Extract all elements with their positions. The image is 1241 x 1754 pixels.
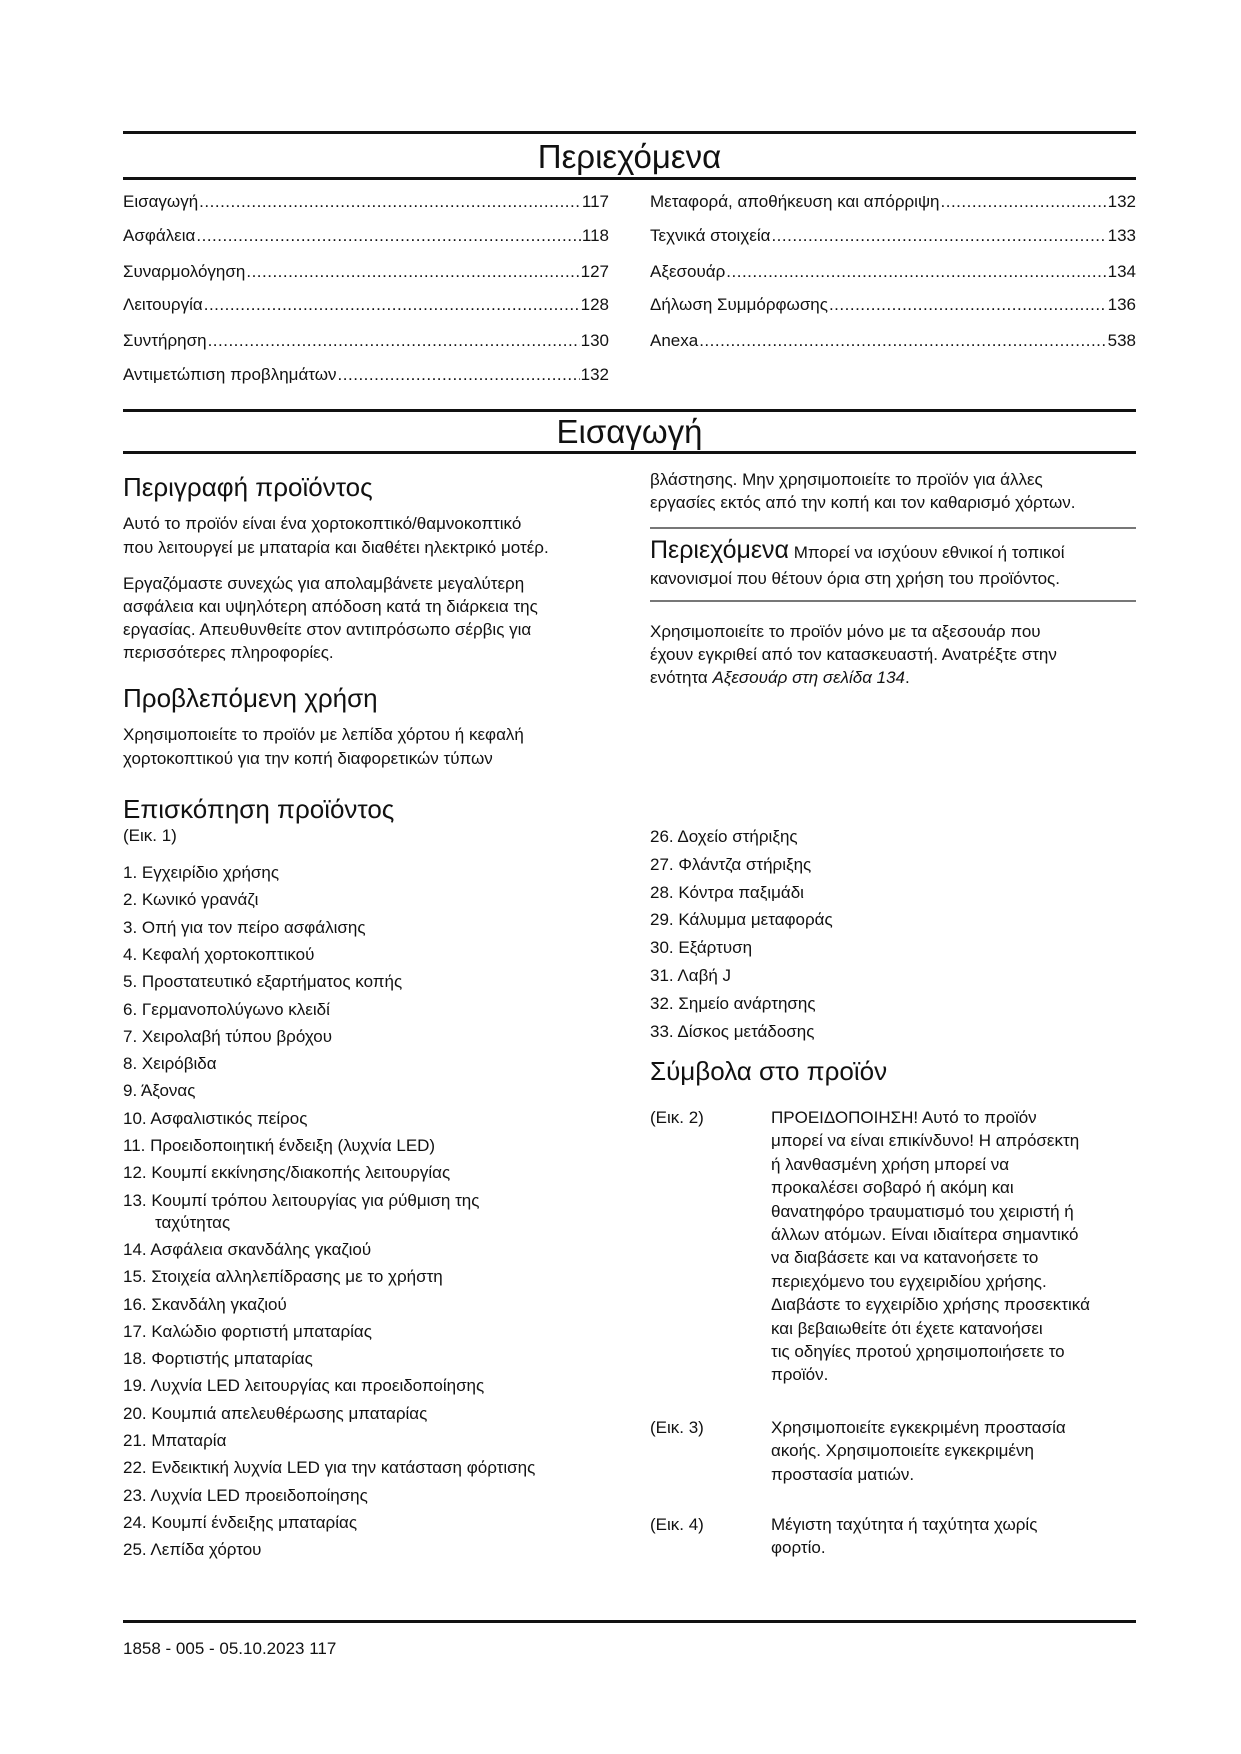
toc-entry-label: Anexa — [650, 331, 699, 350]
toc-entry-label: Ασφάλεια — [123, 226, 196, 245]
top-rule — [123, 131, 1136, 134]
symbol-description-line: Μέγιστη ταχύτητα ή ταχύτητα χωρίς — [771, 1515, 1038, 1534]
toc-entry-label: Συντήρηση — [123, 331, 207, 350]
paragraph-line: εργασίας. Απευθυνθείτε στον αντιπρόσωπο σέρβις για — [123, 620, 532, 639]
paragraph-line: Εργαζόμαστε συνεχώς για απολαμβάνετε μεγαλύτερη — [123, 574, 525, 593]
symbol-description-line: περιεχόμενο του εγχειριδίου χρήσης. — [771, 1271, 1047, 1291]
symbol-description-line: προκαλέσει σοβαρό ή ακόμη και — [771, 1178, 1014, 1198]
list-item: 10. Ασφαλιστικός πείρος — [123, 1108, 308, 1128]
toc-leader-dots — [246, 261, 579, 283]
toc-entry-label: Συναρμολόγηση — [123, 262, 246, 281]
toc-entry-label: Εισαγωγή — [123, 192, 199, 211]
symbol-figure-ref: (Εικ. 4) — [650, 1515, 704, 1534]
list-item: 23. Λυχνία LED προειδοποίησης — [123, 1485, 368, 1505]
symbol-description-line: φορτίο. — [771, 1538, 826, 1558]
symbol-figure-ref: (Εικ. 2) — [650, 1108, 704, 1127]
list-item: 11. Προειδοποιητική ένδειξη (λυχνία LED) — [123, 1136, 436, 1155]
intro-title-rule — [123, 451, 1136, 454]
list-item: 22. Ενδεικτική λυχνία LED για την κατάσταση φόρτισης — [123, 1458, 536, 1478]
list-item: 30. Εξάρτυση — [650, 938, 753, 958]
symbol-description-line: προστασία ματιών. — [771, 1464, 915, 1484]
intro-title: Εισαγωγή — [556, 413, 703, 450]
symbol-description-line: Χρησιμοποιείτε εγκεκριμένη προστασία — [771, 1418, 1066, 1437]
toc-entry-page: 127 — [580, 262, 609, 281]
toc-entry-label: Δήλωση Συμμόρφωσης — [650, 295, 828, 314]
symbol-description-line: ακοής. Χρησιμοποιείτε εγκεκριμένη — [771, 1441, 1034, 1461]
text: ενότητα — [650, 668, 713, 687]
symbol-description-line: άλλων ατόμων. Είναι ιδιαίτερα σημαντικό — [771, 1225, 1079, 1244]
list-item: 25. Λεπίδα χόρτου — [123, 1540, 262, 1560]
toc-leader-dots — [699, 330, 1106, 352]
list-item: 28. Κόντρα παξιμάδι — [650, 882, 804, 902]
list-item: 2. Κωνικό γρανάζι — [123, 890, 259, 910]
paragraph-line: ασφάλεια και υψηλότερη απόδοση κατά τη διάρκεια της — [123, 597, 538, 616]
list-item: 16. Σκανδάλη γκαζιού — [123, 1294, 287, 1314]
list-item: 6. Γερμανοπολύγωνο κλειδί — [123, 999, 330, 1019]
notice-text-line: κανονισμοί που θέτουν όρια στη χρήση του προϊόντος. — [650, 569, 1060, 588]
toc-entry-label: Μεταφορά, αποθήκευση και απόρριψη — [650, 192, 940, 211]
list-item: 14. Ασφάλεια σκανδάλης γκαζιού — [123, 1239, 372, 1259]
list-item: 8. Χειρόβιδα — [123, 1054, 217, 1074]
product-description-heading: Περιγραφή προϊόντος — [123, 472, 373, 502]
notice-rule-top — [650, 527, 1136, 529]
paragraph-line: βλάστησης. Μην χρησιμοποιείτε το προϊόν για άλλες — [650, 470, 1043, 489]
toc-entry-page: 538 — [1107, 331, 1136, 350]
list-item: 21. Μπαταρία — [123, 1431, 227, 1450]
toc-entry[interactable] — [123, 364, 609, 386]
toc-leader-dots — [204, 294, 580, 316]
toc-leader-dots — [199, 191, 581, 213]
toc-leader-dots — [338, 364, 580, 386]
list-item: 32. Σημείο ανάρτησης — [650, 993, 816, 1013]
toc-entry[interactable] — [123, 330, 609, 352]
toc-entry-page: 118 — [581, 226, 609, 245]
notice-text: Μπορεί να ισχύουν εθνικοί ή τοπικοί — [788, 543, 1065, 562]
toc-title-rule — [123, 177, 1136, 180]
paragraph-line — [650, 666, 910, 689]
text: . — [904, 668, 910, 687]
paragraph-line: Χρησιμοποιείτε το προϊόν με λεπίδα χόρτου ή κεφαλή — [123, 725, 524, 744]
toc-entry[interactable] — [123, 261, 609, 283]
symbol-description-line: Διαβάστε το εγχειρίδιο χρήσης προσεκτικά — [771, 1295, 1090, 1315]
overview-heading: Επισκόπηση προϊόντος — [123, 794, 395, 824]
paragraph-line: εργασίες εκτός από την κοπή και τον καθαρισμό χόρτων. — [650, 493, 1076, 512]
symbol-figure-ref: (Εικ. 3) — [650, 1418, 704, 1437]
notice-heading: Περιεχόμενα — [650, 536, 789, 564]
accessories-page-link[interactable]: Αξεσουάρ στη σελίδα 134 — [712, 668, 905, 687]
list-item: 9. Άξονας — [123, 1081, 196, 1101]
list-item: 3. Οπή για τον πείρο ασφάλισης — [123, 917, 366, 937]
footer-rule — [123, 1620, 1136, 1623]
toc-leader-dots — [208, 330, 580, 352]
list-item: 29. Κάλυμμα μεταφοράς — [650, 910, 833, 930]
paragraph-line: Χρησιμοποιείτε το προϊόν μόνο με τα αξεσουάρ που — [650, 622, 1041, 641]
symbol-description-line: ή λανθασμένη χρήση μπορεί να — [771, 1154, 1010, 1174]
footer-text: 1858 - 005 - 05.10.2023 117 — [123, 1639, 337, 1658]
toc-entry-page: 132 — [1107, 192, 1136, 211]
paragraph-line: έχουν εγκριθεί από τον κατασκευαστή. Ανατρέξτε στην — [650, 645, 1057, 664]
symbol-description-line: ΠΡΟΕΙΔΟΠΟΙΗΣΗ! Αυτό το προϊόν — [771, 1108, 1037, 1127]
symbols-heading: Σύμβολα στο προϊόν — [650, 1056, 888, 1086]
list-item: 26. Δοχείο στήριξης — [650, 827, 798, 846]
list-item: 27. Φλάντζα στήριξης — [650, 854, 812, 874]
toc-entry-page: 133 — [1107, 226, 1136, 245]
symbol-description-line: μπορεί να είναι επικίνδυνο! Η απρόσεκτη — [771, 1131, 1080, 1151]
list-item: 4. Κεφαλή χορτοκοπτικού — [123, 944, 315, 964]
toc-leader-dots — [829, 294, 1107, 316]
toc-entry-page: 130 — [580, 331, 609, 350]
toc-entry-page: 132 — [580, 365, 609, 384]
toc-entry[interactable] — [650, 294, 1136, 316]
symbol-description-line: να διαβάσετε και να κατανοήσετε το — [771, 1248, 1039, 1268]
toc-leader-dots — [771, 225, 1106, 247]
toc-entry[interactable] — [650, 225, 1136, 247]
toc-entry[interactable] — [123, 225, 609, 247]
toc-entry[interactable] — [123, 294, 609, 316]
list-item: 19. Λυχνία LED λειτουργίας και προειδοποίησης — [123, 1376, 485, 1396]
toc-entry[interactable] — [123, 191, 609, 213]
paragraph-line: Αυτό το προϊόν είναι ένα χορτοκοπτικό/θαμνοκοπτικό — [123, 514, 522, 533]
paragraph-line: περισσότερες πληροφορίες. — [123, 643, 334, 662]
toc-entry[interactable] — [650, 330, 1136, 352]
toc-leader-dots — [196, 225, 581, 247]
toc-entry-page: 117 — [581, 192, 609, 211]
intended-use-heading: Προβλεπόμενη χρήση — [123, 683, 378, 713]
toc-entry-label: Αξεσουάρ — [650, 262, 726, 281]
toc-leader-dots — [726, 261, 1106, 283]
toc-entry-label: Λειτουργία — [123, 295, 203, 314]
list-item: 13. Κουμπί τρόπου λειτουργίας για ρύθμιση της — [123, 1190, 480, 1210]
list-item: 15. Στοιχεία αλληλεπίδρασης με το χρήστη — [123, 1267, 443, 1287]
symbol-description-line: προϊόν. — [771, 1365, 829, 1385]
toc-entry-page: 136 — [1107, 295, 1136, 314]
list-item: ταχύτητας — [155, 1212, 231, 1232]
list-item: 12. Κουμπί εκκίνησης/διακοπής λειτουργίας — [123, 1163, 451, 1183]
symbol-description-line: θανατηφόρο τραυματισμό του χειριστή ή — [771, 1201, 1074, 1221]
toc-leader-dots — [941, 191, 1107, 213]
notice-rule-bottom — [650, 600, 1136, 602]
toc-title: Περιεχόμενα — [537, 138, 722, 175]
overview-figure-ref: (Εικ. 1) — [123, 826, 177, 845]
list-item: 24. Κουμπί ένδειξης μπαταρίας — [123, 1512, 358, 1532]
list-item: 33. Δίσκος μετάδοσης — [650, 1021, 815, 1041]
paragraph-line: που λειτουργεί με μπαταρία και διαθέτει ηλεκτρικό μοτέρ. — [123, 538, 549, 557]
toc-entry-label: Αντιμετώπιση προβλημάτων — [123, 365, 337, 384]
paragraph-line: χορτοκοπτικού για την κοπή διαφορετικών τύπων — [123, 749, 493, 768]
list-item: 17. Καλώδιο φορτιστή μπαταρίας — [123, 1321, 372, 1341]
symbol-description-line: και βεβαιωθείτε ότι έχετε κατανοήσει — [771, 1318, 1043, 1338]
toc-entry[interactable] — [650, 191, 1136, 213]
list-item: 1. Εγχειρίδιο χρήσης — [123, 863, 280, 882]
list-item: 5. Προστατευτικό εξαρτήματος κοπής — [123, 972, 403, 992]
list-item: 31. Λαβή J — [650, 966, 732, 985]
notice-line — [650, 536, 1065, 564]
toc-entry[interactable] — [650, 261, 1136, 283]
list-item: 18. Φορτιστής μπαταρίας — [123, 1349, 313, 1369]
list-item: 7. Χειρολαβή τύπου βρόχου — [123, 1026, 333, 1046]
toc-entry-page: 128 — [580, 295, 609, 314]
toc-entry-label: Τεχνικά στοιχεία — [650, 226, 771, 245]
toc-entry-page: 134 — [1107, 262, 1136, 281]
symbol-description-line: τις οδηγίες προτού χρησιμοποιήσετε το — [771, 1342, 1065, 1361]
list-item: 20. Κουμπιά απελευθέρωσης μπαταρίας — [123, 1403, 428, 1423]
